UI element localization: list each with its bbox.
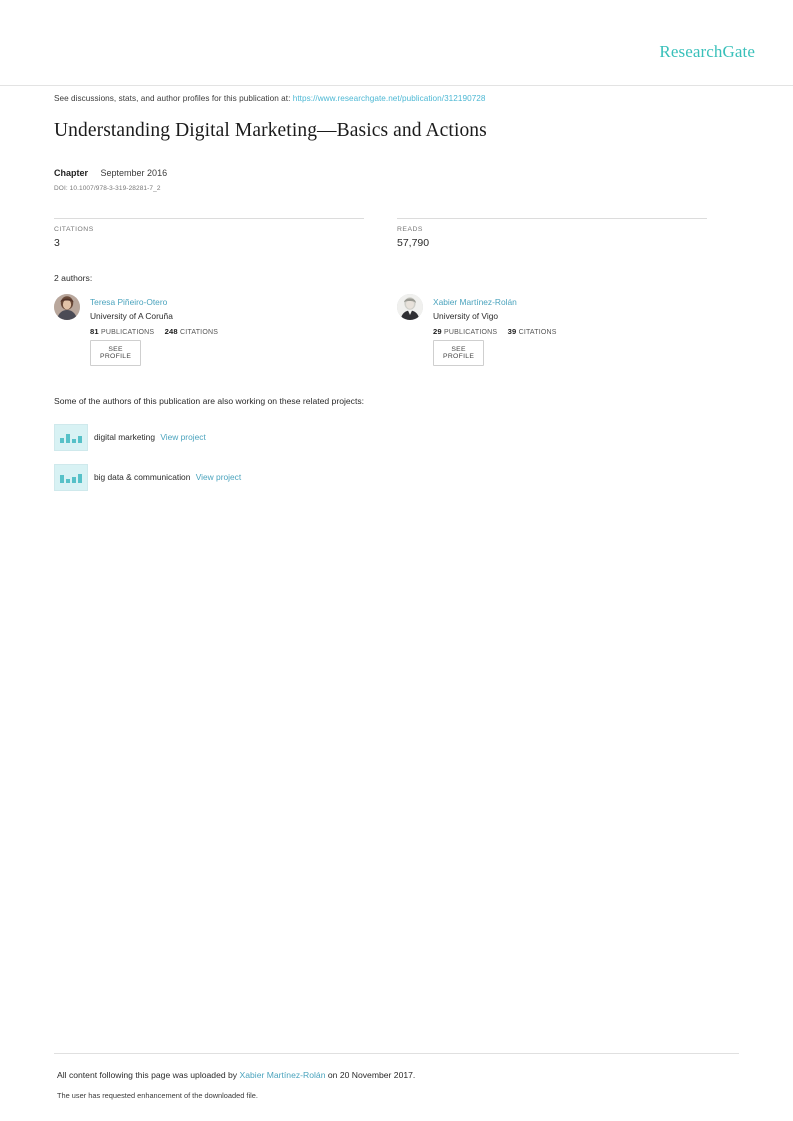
avatar bbox=[54, 294, 80, 320]
author-citations-count: 248 bbox=[164, 327, 178, 336]
publication-url-link[interactable]: https://www.researchgate.net/publication/312190728 bbox=[292, 94, 486, 103]
enhancement-note: The user has requested enhancement of the downloaded file. bbox=[57, 1091, 258, 1100]
publications-label: PUBLICATIONS bbox=[101, 329, 155, 336]
reads-stat bbox=[397, 218, 707, 249]
citations-stat bbox=[54, 218, 364, 249]
publication-type: Chapter bbox=[54, 168, 89, 178]
author-citations-count: 39 bbox=[507, 327, 517, 336]
page-title: Understanding Digital Marketing—Basics and Actions bbox=[54, 120, 487, 141]
project-name: big data & communication bbox=[94, 472, 191, 482]
author-counts bbox=[90, 327, 218, 336]
reads-value: 57,790 bbox=[397, 237, 430, 249]
reads-rule bbox=[397, 218, 707, 219]
publications-count: 29 bbox=[433, 327, 442, 336]
view-project-link[interactable]: View project bbox=[195, 472, 242, 482]
project-thumbnail-icon bbox=[54, 464, 88, 491]
upload-note-prefix: All content following this page was uploaded by bbox=[57, 1070, 238, 1080]
project-name: digital marketing bbox=[94, 432, 155, 442]
author-citations-label: CITATIONS bbox=[518, 329, 557, 336]
publication-meta bbox=[54, 168, 167, 178]
discussion-line bbox=[54, 94, 486, 103]
reads-label: READS bbox=[397, 226, 423, 233]
header-divider bbox=[0, 85, 793, 86]
author-institution: University of Vigo bbox=[433, 311, 499, 321]
citations-label: CITATIONS bbox=[54, 226, 94, 233]
upload-note bbox=[57, 1070, 415, 1080]
upload-note-suffix: on 20 November 2017. bbox=[327, 1070, 416, 1080]
uploader-link[interactable]: Xabier Martínez-Rolán bbox=[239, 1070, 326, 1080]
publication-doi: DOI: 10.1007/978-3-319-28281-7_2 bbox=[54, 185, 161, 192]
author-citations-label: CITATIONS bbox=[180, 329, 219, 336]
citations-value: 3 bbox=[54, 237, 60, 249]
view-project-link[interactable]: View project bbox=[160, 432, 206, 442]
project-text bbox=[94, 472, 241, 482]
footer-divider bbox=[54, 1053, 739, 1054]
publications-label: PUBLICATIONS bbox=[444, 329, 498, 336]
author-counts bbox=[433, 327, 557, 336]
author-institution: University of A Coruña bbox=[90, 311, 173, 321]
avatar-photo-icon bbox=[397, 294, 423, 320]
authors-heading: 2 authors: bbox=[54, 273, 93, 283]
publication-date: September 2016 bbox=[100, 168, 168, 178]
author-name[interactable]: Xabier Martínez-Rolán bbox=[433, 297, 517, 307]
publications-count: 81 bbox=[90, 327, 99, 336]
avatar-photo-icon bbox=[54, 294, 80, 320]
see-profile-button[interactable]: SEE PROFILE bbox=[90, 340, 141, 366]
project-thumbnail-icon bbox=[54, 424, 88, 451]
see-profile-button[interactable]: SEE PROFILE bbox=[433, 340, 484, 366]
avatar bbox=[397, 294, 423, 320]
project-text bbox=[94, 432, 206, 442]
author-name[interactable]: Teresa Piñeiro-Otero bbox=[90, 297, 168, 307]
projects-heading: Some of the authors of this publication are also working on these related projects: bbox=[54, 396, 365, 406]
researchgate-logo[interactable]: ResearchGate bbox=[659, 42, 755, 61]
citations-rule bbox=[54, 218, 364, 219]
discussion-text: See discussions, stats, and author profiles for this publication at: bbox=[54, 94, 291, 103]
